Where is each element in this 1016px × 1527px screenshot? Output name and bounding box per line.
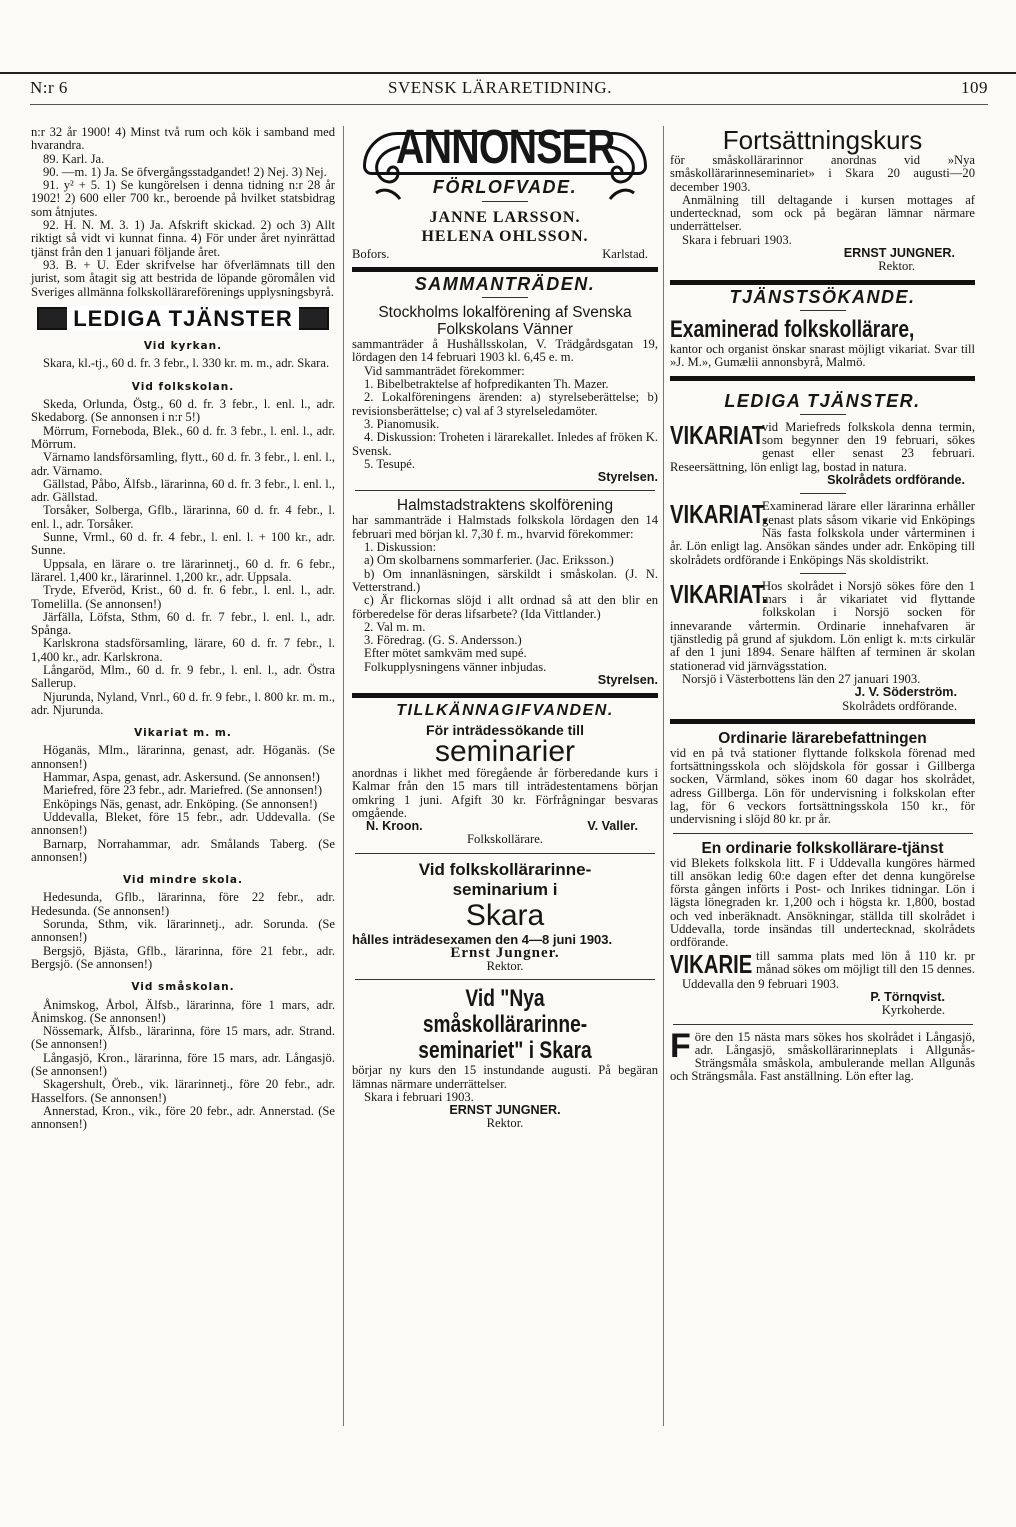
skara-body: hålles inträdesexamen den 4—8 juni 1903.	[352, 931, 613, 947]
skara-line: Vid folkskollärarinne-	[418, 859, 592, 879]
fore-text: öre den 15 nästa mars sökes hos skolrådet i Långasjö, adr. Långasjö, småskollärarinneplats i Allgunås-Strängsmåla småskola, ambulerande mellan Allgunås och Strängsmåla. Fast anställning. Lön efter lag.	[670, 1029, 975, 1084]
fortsattning-body: Anmälning till deltagande i kursen mottages af undertecknad, som ock på begäran lämnar närmare underrättelser.	[670, 192, 975, 234]
column-right	[670, 126, 975, 1084]
annonser-banner	[363, 121, 647, 175]
divider	[800, 310, 846, 311]
issue-number: N:r 6	[30, 78, 68, 97]
lediga-tjanster-banner: LEDIGA TJÄNSTER	[37, 307, 329, 330]
list-item: Höganäs, Mlm., lärarinna, genast, adr. Höganäs. (Se annonsen!)	[31, 743, 335, 771]
nya-title: Vid "Nya småskollärarinne-seminariet" i Skara	[418, 985, 592, 1065]
kalmar-body: anordnas i likhet med föregående år förberedande kurs i Kalmar från den 15 mars till inträdestentamens början omkring 1 juni. Afgift 30 kr. Förfrågningar besvaras omgående.	[352, 765, 658, 820]
rule	[352, 693, 658, 698]
list-item: Långaröd, Mlm., 60 d. fr. 9 febr., l. enl. l., adr. Östra Sallerup.	[31, 662, 335, 691]
skara-line: seminarium i	[452, 879, 558, 899]
agenda-item: b) Om innanläsningen, särskildt i småskolan. (J. N. Vetterstrand.)	[352, 566, 658, 594]
signature: ERNST JUNGNER.	[449, 1103, 561, 1118]
ordinarie-body: vid en på två stationer flyttande folkskola förenad med fortsättningsskola och slöjdskola för gossar i Gillberga socken, Värmland, sökes inom 60 dagar hos skolrådet, adress Gillberga. Lön för undervisning i folkskolan efter lag, för 6 veckors fortsättningsskola 150 kr., för undervisning i slöjd 80 kr. pr år.	[670, 745, 975, 827]
annonser-title: ANNONSER	[395, 121, 615, 174]
skara-big: Skara	[465, 898, 545, 932]
vikarie-word: VIKARIE	[670, 948, 753, 979]
answer: 92. H. N. M. 3. 1) Ja. Afskrift skickad. 2) och 3) Allt riktigt så vidt vi kunnat finna. 4) För under året nyinrättad tjänst från den 1 januari följande året.	[31, 218, 335, 259]
list-item: Hammar, Aspa, genast, adr. Askersund. (Se annonsen!)	[43, 770, 320, 785]
stockholm-title: Stockholms lokalförening af Svenska Folkskolans Vänner	[378, 304, 632, 339]
list-item: Bergsjö, Bjästa, Gflb., lärarinna, före 21 febr., adr. Bergsjö. (Se annonsen!)	[31, 943, 335, 971]
header-rule	[30, 104, 988, 105]
list-item: Järfälla, Löfsta, Sthm, 60 d. fr. 7 febr., l. enl. l., adr. Spånga.	[31, 609, 335, 638]
nya-role: Rektor.	[486, 1116, 524, 1131]
divider	[482, 297, 528, 298]
drop-cap: F	[670, 1026, 691, 1065]
answer: n:r 32 år 1900! 4) Minst två rum och kök i samband med hvarandra.	[31, 125, 335, 153]
list-item: Långasjö, Kron., lärarinna, före 15 mars, adr. Långasjö. (Se annonsen!)	[31, 1050, 335, 1078]
agenda-item: 2. Val m. m.	[364, 619, 426, 634]
signature: Ernst Jungner.	[450, 944, 560, 961]
nya-body: börjar ny kurs den 15 instundande augusti. På begäran lämnas närmare underrättelser.	[352, 1063, 658, 1091]
list-item: Skara, kl.-tj., 60 d. fr. 3 febr., l. 330 kr. m. m., adr. Skara.	[43, 356, 330, 371]
sammantraden-heading: SAMMANTRÄDEN.	[414, 273, 596, 294]
stockholm-intro: Vid sammanträdet förekommer:	[364, 363, 525, 378]
vikariat-date: Norsjö i Västerbottens län den 27 januari 1903.	[682, 671, 921, 686]
vikariat-word: VIKARIAT.	[670, 578, 768, 609]
kalmar-big: seminarier	[434, 734, 576, 768]
nya-date: Skara i februari 1903.	[364, 1089, 474, 1104]
list-item: Tryde, Efveröd, Krist., 60 d. fr. 6 febr., l. enl. l., adr. Tomelilla. (Se annonsen!)	[31, 583, 335, 611]
halmstad-after: Efter mötet samkväm med supé.	[364, 646, 527, 661]
fortsattning-date: Skara i februari 1903.	[682, 232, 792, 247]
rule	[670, 280, 975, 285]
signature: P. Törnqvist.	[870, 989, 945, 1004]
ornament-right-icon	[606, 143, 640, 203]
rule	[670, 376, 975, 381]
signature: Skolrådets ordförande.	[827, 473, 965, 488]
list-item: Ånimskog, Årbol, Älfsb., lärarinna, före 1 mars, adr. Ånimskog. (Se annonsen!)	[31, 997, 335, 1025]
enordinarie-date: Uddevalla den 9 februari 1903.	[682, 976, 840, 991]
enordinarie-title: En ordinarie folkskollärare-tjänst	[701, 839, 944, 857]
divider	[800, 573, 846, 574]
list-item: Annerstad, Kron., vik., före 20 febr., adr. Annerstad. (Se annonsen!)	[31, 1103, 335, 1132]
list-item: Gällstad, Påbo, Älfsb., lärarinna, 60 d. fr. 3 febr., l. enl. l., adr. Gällstad.	[31, 476, 335, 505]
tillkannagifvanden-heading: TILLKÄNNAGIFVANDEN.	[396, 702, 614, 720]
divider	[673, 833, 973, 834]
rule	[670, 719, 975, 724]
agenda-item: c) Är flickornas slöjd i allt ordnad så att den blir en förberedelse för deras lifsarbete? (Ida Vittlander.)	[352, 593, 658, 621]
answer: 93. B. + U. Eder skrifvelse har öfverlämnats till den jurist, som åtagit sig att bestrida de löpande göromålen vid Sveriges allmänna folkskollärareförenings upplysningsbyrå.	[31, 257, 335, 299]
list-item: Barnarp, Norrahammar, adr. Smålands Taberg. (Se annonsen!)	[31, 836, 335, 864]
list-item: Sorunda, Sthm, vik. lärarinnetj., adr. Sorunda. (Se annonsen!)	[31, 917, 335, 945]
answer: 90. —m. 1) Ja. Se öfvergångsstadgandet! 2) Nej. 3) Nej.	[43, 164, 327, 179]
column-divider	[343, 126, 344, 1426]
page-header	[30, 78, 988, 102]
divider	[355, 490, 655, 491]
list-item: Uddevalla, Bleket, före 15 febr., adr. Uddevalla. (Se annonsen!)	[31, 809, 335, 838]
list-item: Mariefred, före 23 febr., adr. Mariefred. (Se annonsen!)	[43, 783, 323, 798]
agenda-item: 5. Tesupé.	[364, 456, 416, 471]
kalmar-signatures: N. Kroon. V. Valler.	[366, 819, 638, 834]
journal-title: SVENSK LÄRARETIDNING.	[388, 78, 612, 97]
forlofvade-heading: FÖRLOFVADE.	[432, 177, 578, 198]
agenda-item: 3. Föredrag. (G. S. Andersson.)	[364, 633, 522, 648]
list-item: Värnamo landsförsamling, flytt., 60 d. fr. 3 febr., l. enl. l., adr. Värnamo.	[31, 450, 335, 478]
divider	[355, 979, 655, 980]
divider	[673, 1024, 973, 1025]
answer: 91. y² + 5. 1) Se kungörelsen i denna tidning n:r 28 år 1902! 2) 600 eller 700 kr., beroende på hvilket statsbidrag som åtnjutes.	[31, 178, 335, 219]
section-heading: Vid småskolan.	[131, 981, 235, 994]
agenda-item: 2. Lokalföreningens ärenden: a) styrelseberättelse; b) revisionsberättelse; c) val af 3 styrelseledamöter.	[352, 390, 658, 418]
tjanstsokande-body: kantor och organist önskar snarast möjligt vikariat. Svar till »J. M.», Gumælii annonsbyrå, Malmö.	[670, 341, 975, 370]
halmstad-body: har sammanträde i Halmstads folkskola lördagen den 14 februari med början kl. 7,30 f. m., hvarvid förekommer:	[352, 513, 658, 541]
list-item: Hedesunda, Gflb., lärarinna, före 22 febr., adr. Hedesunda. (Se annonsen!)	[31, 890, 335, 918]
agenda-item: 4. Diskussion: Troheten i lärarekallet. Inledes af fröken K. Svensk.	[352, 430, 658, 458]
tjanstsokande-title: Examinerad folkskollärare,	[670, 315, 915, 343]
list-item: Karlskrona stadsförsamling, lärare, 60 d. fr. 7 febr., l. 1,400 kr., adr. Karlskrona.	[31, 636, 335, 664]
halmstad-title: Halmstadstraktens skolförening	[396, 497, 614, 515]
signature: ERNST JUNGNER.	[843, 246, 955, 261]
stockholm-body: sammanträder å Hushållsskolan, V. Trädgårdsgatan 19, lördagen den 14 februari 1903 kl. 6,45 e. m.	[352, 337, 658, 365]
fortsattning-body: för småskollärarinnor anordnas vid »Nya småskollärarinneseminariet» i Skara 20 augusti—20 december 1903.	[670, 153, 975, 194]
vikariat-role: Skolrådets ordförande.	[842, 698, 957, 713]
engaged-places: Bofors. Karlstad.	[352, 246, 648, 261]
list-item: Enköpings Näs, genast, adr. Enköping. (Se annonsen!)	[43, 796, 318, 811]
agenda-item: a) Om skolbarnens sommarferier. (Jac. Eriksson.)	[364, 553, 614, 568]
vikariat-word: VIKARIAT	[670, 419, 765, 450]
vikariat-text: vid Mariefreds folkskola denna termin, som begynner den 19 februari, sökes genast eller senast 23 februari. Reseersättning, lön enligt lag, bostad in natura.	[670, 419, 975, 474]
vikariat-word: VIKARIAT.	[670, 499, 768, 530]
kalmar-pre: För inträdessökande till	[426, 721, 584, 738]
list-item: Uppsala, en lärare o. tre lärarinnetj., 60 d. fr. 6 febr., lärarel. 1,400 kr., lärarinnel. 1,200 kr., adr. Uppsala.	[31, 556, 335, 584]
signature: Styrelsen.	[597, 470, 658, 485]
divider	[800, 493, 846, 494]
divider	[800, 414, 846, 415]
agenda-item: 1. Bibelbetraktelse af hofpredikanten Th. Mazer.	[364, 377, 609, 392]
enordinarie-role: Kyrkoherde.	[881, 1003, 945, 1018]
top-rule	[0, 72, 1016, 74]
engaged-name: HELENA OHLSSON.	[421, 227, 589, 245]
signature: Styrelsen.	[597, 673, 658, 688]
list-item: Sunne, Vrml., 60 d. fr. 4 febr., l. enl. l. + 100 kr., adr. Sunne.	[31, 530, 335, 558]
agenda-item: 3. Pianomusik.	[364, 416, 440, 431]
divider	[482, 201, 528, 202]
list-item: Torsåker, Solberga, Gflb., lärarinna, 60 d. fr. 4 febr., l. enl. l., adr. Torsåker.	[31, 503, 335, 531]
vikariat-text: Examinerad lärare eller lärarinna erhåller genast plats såsom vikarie vid Enköpings Näs fasta folkskola under vårterminen i år. Lön enligt lag. Ansökan sändes under adr. Enköping till skolrådets ordförande i Enköpings Näs skoldistrikt.	[670, 499, 975, 567]
vikarie-text: till samma plats med lön å 110 kr. pr månad sökes om möjligt till den 15 dennes.	[756, 948, 975, 976]
fortsattning-title: Fortsättningskurs	[722, 125, 923, 155]
lediga-heading: LEDIGA TJÄNSTER.	[724, 390, 921, 411]
ordinarie-title: Ordinarie lärarebefattningen	[718, 729, 927, 747]
agenda-item: 1. Diskussion:	[364, 540, 437, 555]
list-item: Skagershult, Öreb., vik. lärarinnetj., före 20 febr., adr. Hasselfors. (Se annonsen!)	[31, 1077, 335, 1105]
list-item: Mörrum, Forneboda, Blek., 60 d. fr. 3 febr., l. enl. l., adr. Mörrum.	[31, 423, 335, 451]
rule	[352, 267, 658, 272]
section-heading: Vid kyrkan.	[143, 340, 223, 353]
column-middle	[352, 121, 658, 1131]
section-heading: Vid mindre skola.	[122, 874, 244, 887]
tjanstsokande-heading: TJÄNSTSÖKANDE.	[729, 286, 916, 307]
vikariat-text: Hos skolrådet i Norsjö sökes före den 1 mars i år vikariatet vid flyttande folkskolan i Norsjö socken för innevarande vårtermin. Ordinarie innehafvaren är tjänstledig på grund af sjukdom. Lön enligt k. m:ts cirkulär af den 1 juni 1894. Senare hälften af terminen är skolan stationerad vid järnvägsstation.	[670, 578, 975, 673]
section-heading: Vid folkskolan.	[131, 380, 235, 393]
list-item: Nössemark, Älfsb., lärarinna, före 15 mars, adr. Strand. (Se annonsen!)	[31, 1024, 335, 1052]
engaged-name: JANNE LARSSON.	[429, 208, 581, 226]
answer: 89. Karl. Ja.	[43, 151, 105, 166]
column-left	[31, 126, 335, 1131]
kalmar-role: Folkskollärare.	[467, 832, 543, 847]
column-divider	[663, 126, 664, 1426]
divider	[355, 853, 655, 854]
page-number: 109	[961, 78, 988, 97]
list-item: Skeda, Orlunda, Östg., 60 d. fr. 3 febr., l. enl. l., adr. Skedaborg. (Se annonsen i n:r 5!)	[31, 397, 335, 425]
list-item: Njurunda, Nyland, Vnrl., 60 d. fr. 9 febr., l. 800 kr. m. m., adr. Njurunda.	[31, 689, 335, 717]
enordinarie-body: vid Blekets folkskola litt. F i Uddevalla kungöres härmed till ansökan ledig 60:e dagen efter det denna kungörelse första gången införts i Post- och Inrikes tidningar. Lön i lägsta lönegraden kr. 1,200 och i högsta kr. 1,800, bostad och ved inberäknadt. Ansökningar, ställda till skolrådet i Uddevalla, torde insändas till undertecknad, skolrådets ordförande.	[670, 855, 975, 950]
halmstad-after: Folkupplysningens vänner inbjudas.	[364, 659, 547, 674]
skara-role: Rektor.	[486, 958, 524, 973]
fortsattning-role: Rektor.	[878, 259, 915, 274]
signature: J. V. Söderström.	[854, 685, 957, 700]
section-heading: Vikariat m. m.	[134, 727, 232, 740]
